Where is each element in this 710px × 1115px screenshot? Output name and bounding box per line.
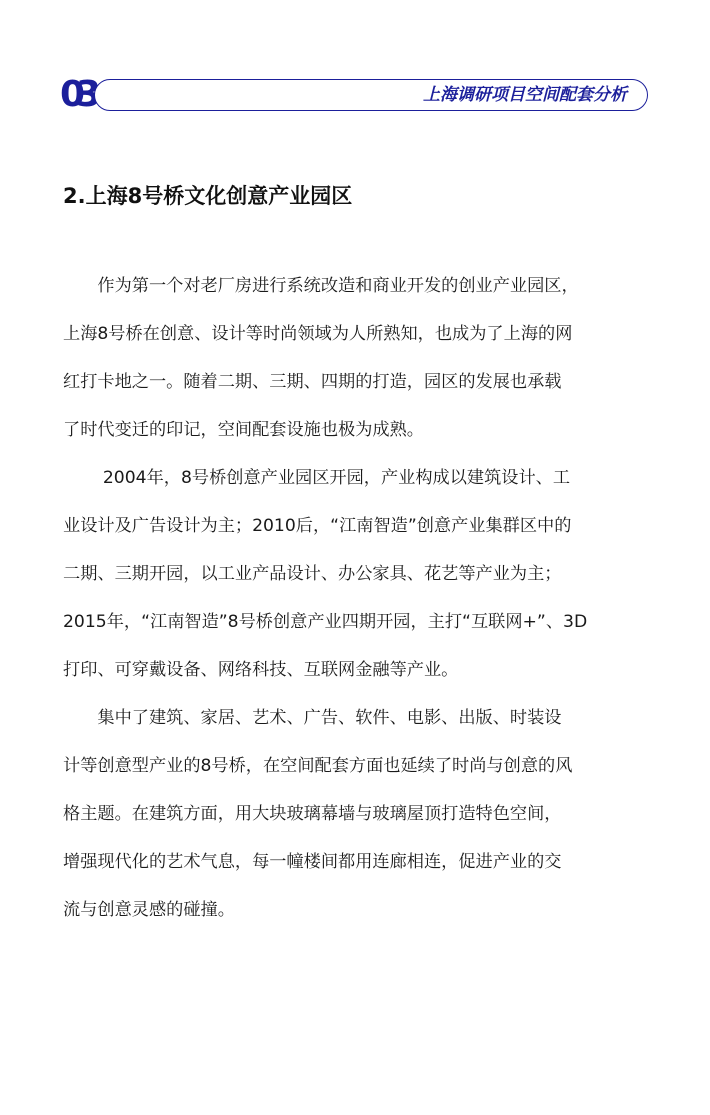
text-line: 计等创意型产业的8号桥，在空间配套方面也延续了时尚与创意的风: [63, 756, 573, 776]
paragraph: [63, 262, 653, 454]
text-line: 红打卡地之一。随着二期、三期、四期的打造，园区的发展也承载: [63, 372, 562, 392]
text-line: 业设计及广告设计为主；2010后，“江南智造”创意产业集群区中的: [63, 516, 572, 536]
text-line: 了时代变迁的印记，空间配套设施也极为成熟。: [63, 420, 424, 440]
chapter-number: 03: [60, 74, 93, 115]
page-header: [60, 74, 650, 115]
body-text: [63, 262, 653, 934]
paragraph: [63, 454, 653, 694]
text-line: 格主题。在建筑方面，用大块玻璃幕墙与玻璃屋顶打造特色空间，: [63, 804, 562, 824]
section-heading: 2.上海8号桥文化创意产业园区: [63, 184, 353, 208]
text-line: 集中了建筑、家居、艺术、广告、软件、电影、出版、时装设: [63, 708, 562, 728]
text-line: 2015年，“江南智造”8号桥创意产业四期开园，主打“互联网+”、3D: [63, 612, 588, 632]
text-line: 2004年，8号桥创意产业园区开园，产业构成以建筑设计、工: [63, 468, 571, 488]
text-line: 作为第一个对老厂房进行系统改造和商业开发的创业产业园区，: [63, 276, 579, 296]
paragraph: [63, 694, 653, 934]
header-banner: [94, 79, 648, 111]
text-line: 增强现代化的艺术气息，每一幢楼间都用连廊相连，促进产业的交: [63, 852, 562, 872]
header-title: 上海调研项目空间配套分析: [423, 85, 627, 105]
text-line: 二期、三期开园，以工业产品设计、办公家具、花艺等产业为主；: [63, 564, 562, 584]
text-line: 流与创意灵感的碰撞。: [63, 900, 235, 920]
text-line: 上海8号桥在创意、设计等时尚领域为人所熟知，也成为了上海的网: [63, 324, 573, 344]
text-line: 打印、可穿戴设备、网络科技、互联网金融等产业。: [63, 660, 459, 680]
